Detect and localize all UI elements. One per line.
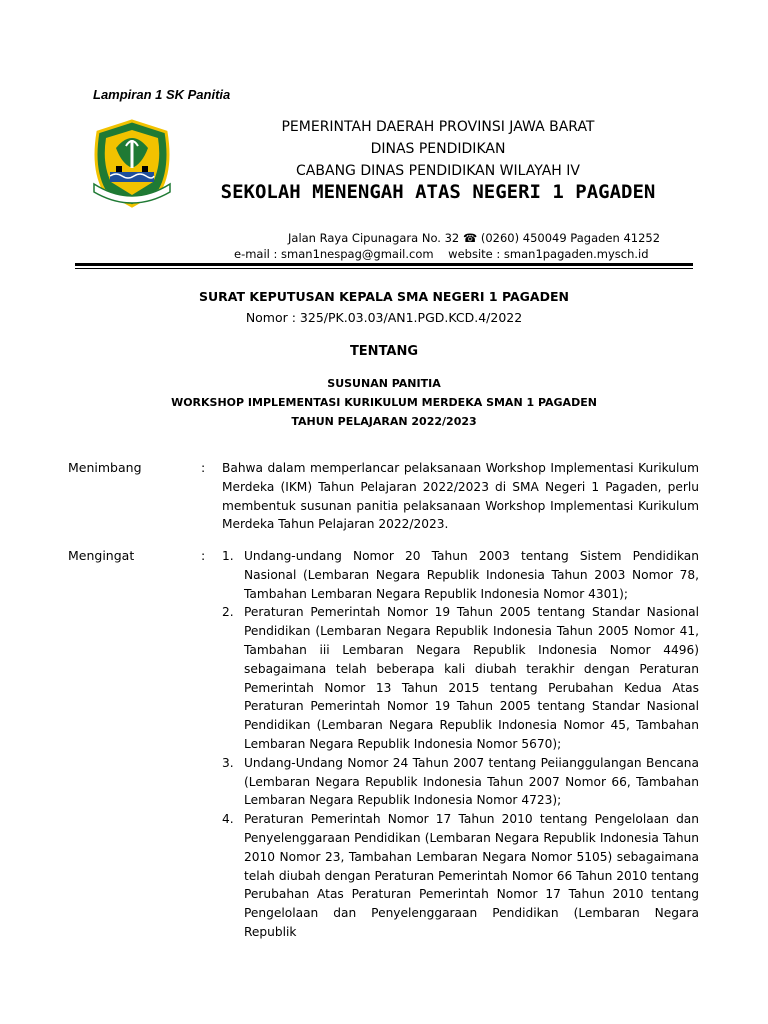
subject-line-2: WORKSHOP IMPLEMENTASI KURIKULUM MERDEKA SMAN 1 PAGADEN — [171, 396, 597, 409]
decree-number: Nomor : 325/PK.03.03/AN1.PGD.KCD.4/2022 — [245, 310, 523, 325]
mengingat-label: Mengingat — [68, 548, 135, 563]
decree-title: SURAT KEPUTUSAN KEPALA SMA NEGERI 1 PAGADEN — [199, 289, 569, 304]
list-item-number: 4. — [222, 812, 234, 827]
mengingat-colon: : — [201, 548, 206, 563]
menimbang-text: Bahwa dalam memperlancar pelaksanaan Workshop Implementasi Kurikulum Merdeka (IKM) Tahun Pelajaran 2022/2023 di SMA Negeri 1 Pagaden, perlu membentuk susunan panitia pelaksanaan Workshop Implementasi Kurikulum Merdeka Tahun Pelajaran 2022/2023. — [222, 461, 699, 532]
kop-line-2: DINAS PENDIDIKAN — [370, 141, 506, 157]
school-contact: e-mail : sman1nespag@gmail.com website : sman1pagaden.mysch.id — [234, 247, 649, 261]
school-name: SEKOLAH MENENGAH ATAS NEGERI 1 PAGADEN — [220, 181, 656, 203]
list-item-number: 2. — [222, 605, 234, 620]
lampiran-label: Lampiran 1 SK Panitia — [93, 87, 231, 102]
menimbang-label: Menimbang — [68, 460, 142, 475]
list-item — [222, 547, 699, 603]
list-item-text: Peraturan Pemerintah Nomor 17 Tahun 2010 tentang Pengelolaan dan Penyelenggaraan Pendidikan (Lembaran Negara Republik Indonesia Tahun 2010 Nomor 23, Tambahan Lembaran Negara Nomor 5105) sebagaimana telah diubah dengan Peraturan Pemerintah Nomor 66 Tahun 2010 tentang Perubahan Atas Peraturan Pemerintah Nomor 17 Tahun 2010 tentang Pengelolaan dan Penyelenggaraan Pendidikan (Lembaran Negara Republik — [244, 812, 699, 939]
list-item — [222, 603, 699, 753]
list-item-text: Peraturan Pemerintah Nomor 19 Tahun 2005 tentang Standar Nasional Pendidikan (Lembaran Negara Republik Indonesia Tahun 2005 Nomor 41, Tambahan iii Lembaran Negara Republik Indonesia Nomor 4496) sebagaimana telah beberapa kali diubah terakhir dengan Peraturan Pemerintah Nomor 13 Tahun 2015 tentang Perubahan Kedua Atas Peraturan Pemerintah Nomor 19 Tahun 2005 tentang Standar Nasional Pendidikan (Lembaran Negara Republik Indonesia Nomor 45, Tambahan Lembaran Negara Republik Indonesia Nomor 5670); — [244, 605, 699, 751]
list-item-number: 1. — [222, 549, 234, 563]
list-item — [222, 754, 699, 810]
kop-line-1: PEMERINTAH DAERAH PROVINSI JAWA BARAT — [281, 119, 595, 135]
list-item — [222, 810, 699, 942]
tentang-heading: TENTANG — [349, 344, 419, 359]
subject-line-3: TAHUN PELAJARAN 2022/2023 — [291, 415, 477, 428]
mengingat-list — [222, 547, 699, 942]
school-address: Jalan Raya Cipunagara No. 32 ☎ (0260) 450049 Pagaden 41252 — [288, 231, 661, 245]
menimbang-colon: : — [201, 460, 206, 475]
letterhead-rule-thin — [75, 268, 693, 269]
kop-line-3: CABANG DINAS PENDIDIKAN WILAYAH IV — [296, 163, 580, 179]
list-item-text: Undang-undang Nomor 20 Tahun 2003 tentang Sistem Pendidikan Nasional (Lembaran Negara Republik Indonesia Tahun 2003 Nomor 78, Tambahan Lembaran Negara Republik Indonesia Nomor 4301); — [244, 549, 699, 601]
subject-line-1: SUSUNAN PANITIA — [327, 377, 441, 390]
provincial-emblem-logo — [86, 118, 178, 210]
letterhead-rule-thick — [75, 263, 693, 266]
list-item-number: 3. — [222, 755, 234, 770]
list-item-text: Undang-Undang Nomor 24 Tahun 2007 tentang Peiianggulangan Bencana (Lembaran Negara Republik Indonesia Tahun 2007 Nomor 66, Tambahan Lembaran Negara Republik Indonesia Nomor 4723); — [244, 755, 699, 808]
